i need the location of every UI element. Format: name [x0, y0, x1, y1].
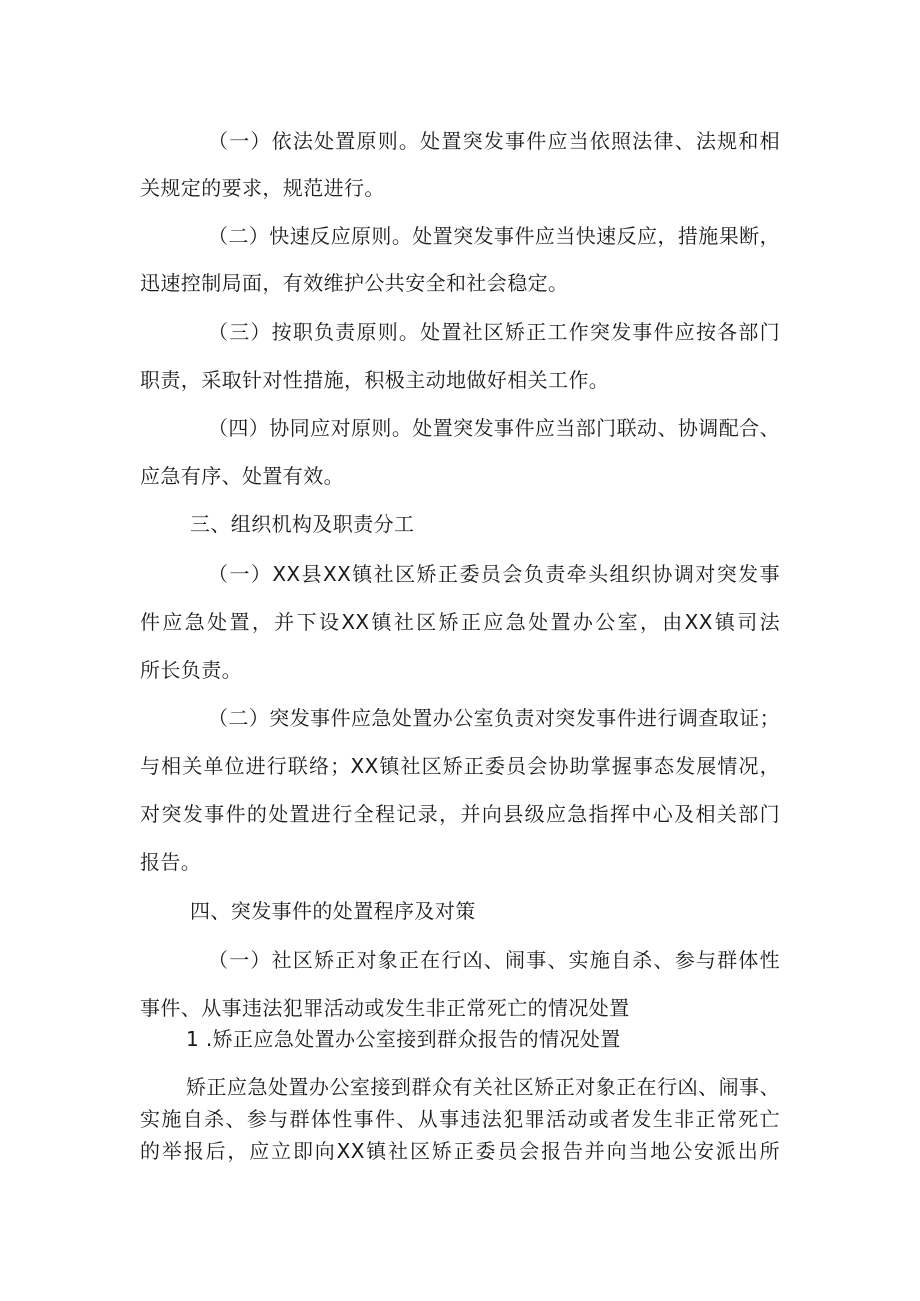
text-line-18: （一）社区矫正对象正在行凶、闹事、实施自杀、参与群体性 — [208, 948, 780, 972]
text-line-23: 的举报后，应立即向XX镇社区矫正委员会报告并向当地公安派出所 — [140, 1139, 780, 1163]
text-line-5: （三）按职负责原则。处置社区矫正工作突发事件应按各部门 — [208, 320, 780, 344]
section-heading-3: 三、组织机构及职责分工 — [190, 512, 415, 536]
text-line-22: 实施自杀、参与群体性事件、从事违法犯罪活动或者发生非正常死亡 — [140, 1107, 780, 1131]
text-line-14: 与相关单位进行联络；XX镇社区矫正委员会协助掌握事态发展情况， — [140, 754, 780, 778]
text-line-1: （一）依法处置原则。处置突发事件应当依照法律、法规和相 — [208, 129, 780, 153]
text-line-3: （二）快速反应原则。处置突发事件应当快速反应，措施果断， — [208, 224, 780, 248]
text-line-7: （四）协同应对原则。处置突发事件应当部门联动、协调配合、 — [208, 416, 780, 440]
text-line-2: 关规定的要求，规范进行。 — [140, 176, 385, 200]
text-line-11: 件应急处置，并下设XX镇社区矫正应急处置办公室，由XX镇司法 — [140, 610, 780, 634]
section-heading-4: 四、突发事件的处置程序及对策 — [190, 899, 476, 923]
text-line-15: 对突发事件的处置进行全程记录，并向县级应急指挥中心及相关部门 — [140, 802, 780, 826]
text-line-8: 应急有序、处置有效。 — [140, 464, 344, 488]
text-line-16: 报告。 — [140, 850, 202, 874]
text-line-21: 矫正应急处置办公室接到群众有关社区矫正对象正在行凶、闹事、 — [186, 1075, 780, 1099]
subsection-heading-1: 1 .矫正应急处置办公室接到群众报告的情况处置 — [186, 1027, 621, 1051]
text-line-10: （一）XX县XX镇社区矫正委员会负责牵头组织协调对突发事 — [208, 562, 780, 586]
text-line-6: 职责，采取针对性措施，积极主动地做好相关工作。 — [140, 368, 610, 392]
text-line-4: 迅速控制局面，有效维护公共安全和社会稳定。 — [140, 271, 569, 295]
text-line-12: 所长负责。 — [140, 658, 242, 682]
text-line-13: （二）突发事件应急处置办公室负责对突发事件进行调查取证； — [208, 706, 780, 730]
text-line-19: 事件、从事违法犯罪活动或发生非正常死亡的情况处置 — [140, 996, 630, 1020]
